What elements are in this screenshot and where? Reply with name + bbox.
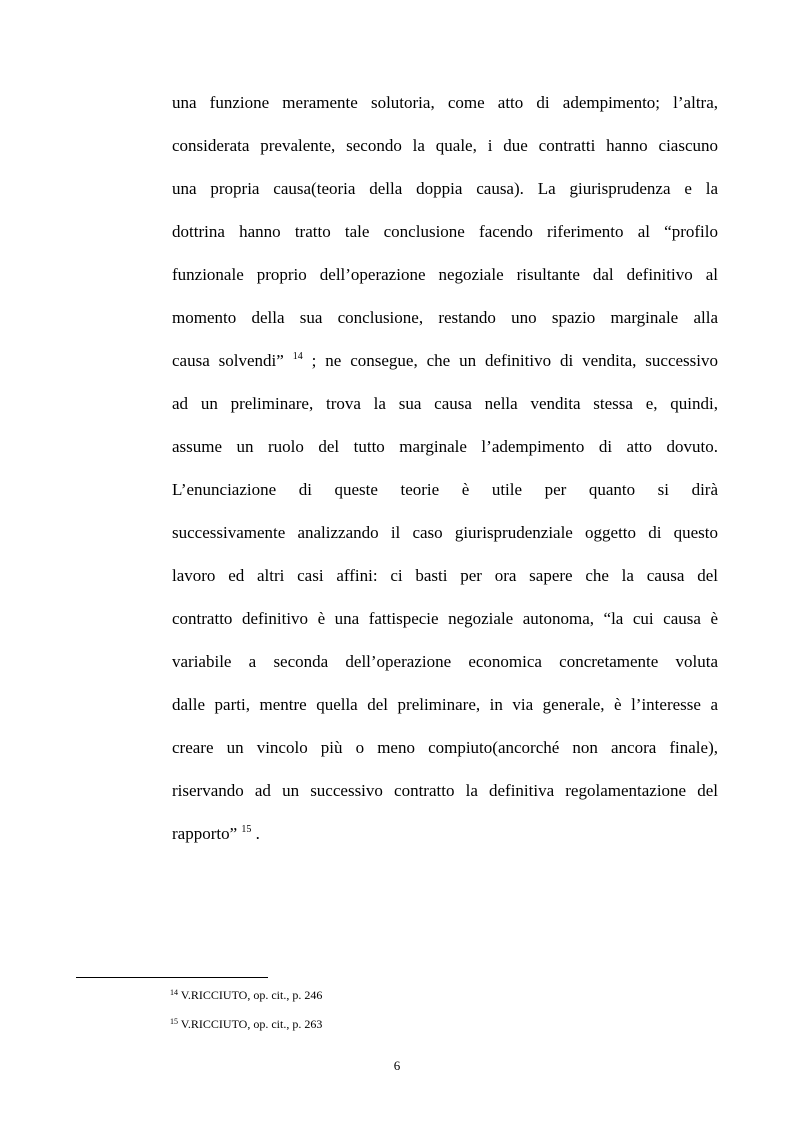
text-line: riservando ad un successivo contratto la definitiva regolamentazione del xyxy=(172,781,718,800)
text-line: assume un ruolo del tutto marginale l’adempimento di atto dovuto. xyxy=(172,437,718,456)
text-line: dottrina hanno tratto tale conclusione facendo riferimento al “profilo xyxy=(172,222,718,241)
footnote-number: 15 xyxy=(170,1017,178,1026)
text-line: creare un vincolo più o meno compiuto(ancorché non ancora finale), xyxy=(172,738,718,757)
footnote xyxy=(170,1016,322,1032)
text-line: una funzione meramente solutoria, come atto di adempimento; l’altra, xyxy=(172,93,718,112)
footnote-reference: 14 xyxy=(292,351,303,362)
text-line: funzionale proprio dell’operazione negoziale risultante dal definitivo al xyxy=(172,265,718,284)
text-segment: ; ne consegue, che un definitivo di vendita, successivo xyxy=(302,351,719,370)
text-segment: causa solvendi” xyxy=(172,351,293,370)
text-line xyxy=(172,822,718,846)
text-line: lavoro ed altri casi affini: ci basti per ora sapere che la causa del xyxy=(172,566,718,585)
text-segment: . xyxy=(251,824,260,843)
text-line: una propria causa(teoria della doppia causa). La giurisprudenza e la xyxy=(172,179,718,198)
text-line: successivamente analizzando il caso giurisprudenziale oggetto di questo xyxy=(172,523,718,542)
text-line xyxy=(172,349,718,373)
text-line: momento della sua conclusione, restando uno spazio marginale alla xyxy=(172,308,718,327)
text-line: considerata prevalente, secondo la quale, i due contratti hanno ciascuno xyxy=(172,136,718,155)
text-line: ad un preliminare, trova la sua causa nella vendita stessa e, quindi, xyxy=(172,394,718,413)
footnote-text: V.RICCIUTO, op. cit., p. 246 xyxy=(178,988,323,1002)
text-line: dalle parti, mentre quella del preliminare, in via generale, è l’interesse a xyxy=(172,695,718,714)
footnote xyxy=(170,987,322,1003)
text-segment: rapporto” xyxy=(172,824,242,843)
text-line: variabile a seconda dell’operazione economica concretamente voluta xyxy=(172,652,718,671)
text-line: L’enunciazione di queste teorie è utile per quanto si dirà xyxy=(172,480,718,499)
footnote-separator xyxy=(76,977,268,978)
text-line: contratto definitivo è una fattispecie negoziale autonoma, “la cui causa è xyxy=(172,609,718,628)
page-number: 6 xyxy=(393,1058,401,1073)
footnote-text: V.RICCIUTO, op. cit., p. 263 xyxy=(178,1017,323,1031)
footnote-reference: 15 xyxy=(241,824,252,835)
footnote-number: 14 xyxy=(170,988,178,997)
